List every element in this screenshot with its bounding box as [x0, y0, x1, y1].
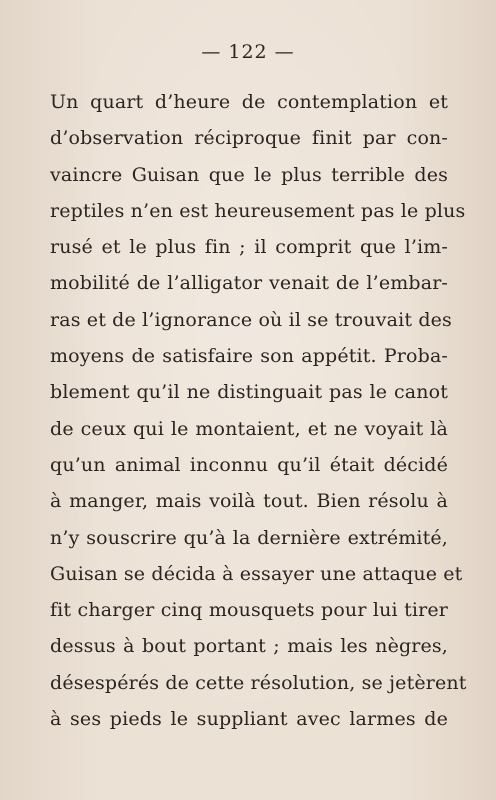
text-line: moyens de satisfaire son appétit. Proba- — [50, 345, 448, 368]
text-line: désespérés de cette résolution, se jetèrent — [50, 671, 467, 694]
text-line: blement qu’il ne distinguait pas le canot — [50, 381, 448, 404]
body-text — [50, 84, 467, 737]
text-line: à manger, mais voilà tout. Bien résolu à — [50, 490, 448, 513]
text-line: vaincre Guisan que le plus terrible des — [50, 163, 448, 186]
text-line: qu’un animal inconnu qu’il était décidé — [50, 453, 448, 476]
text-line: ras et de l’ignorance où il se trouvait des — [50, 308, 452, 331]
text-line: d’observation réciproque finit par con- — [50, 127, 448, 150]
text-line: Guisan se décida à essayer une attaque et — [50, 562, 463, 585]
text-line: reptiles n’en est heureusement pas le plus — [50, 199, 466, 222]
text-line: Un quart d’heure de contemplation et — [50, 91, 448, 113]
text-line: n’y souscrire qu’à la dernière extrémité, — [50, 526, 448, 549]
text-line: de ceux qui le montaient, et ne voyait là — [50, 417, 448, 440]
text-line: mobilité de l’alligator venait de l’embar- — [50, 272, 448, 295]
text-line: rusé et le plus fin ; il comprit que l’im- — [50, 236, 448, 259]
text-line: fit charger cinq mousquets pour lui tirer — [50, 599, 448, 622]
page-number: — 122 — — [201, 41, 295, 63]
text-line: dessus à bout portant ; mais les nègres, — [50, 635, 448, 658]
text-line: à ses pieds le suppliant avec larmes de — [50, 708, 448, 731]
